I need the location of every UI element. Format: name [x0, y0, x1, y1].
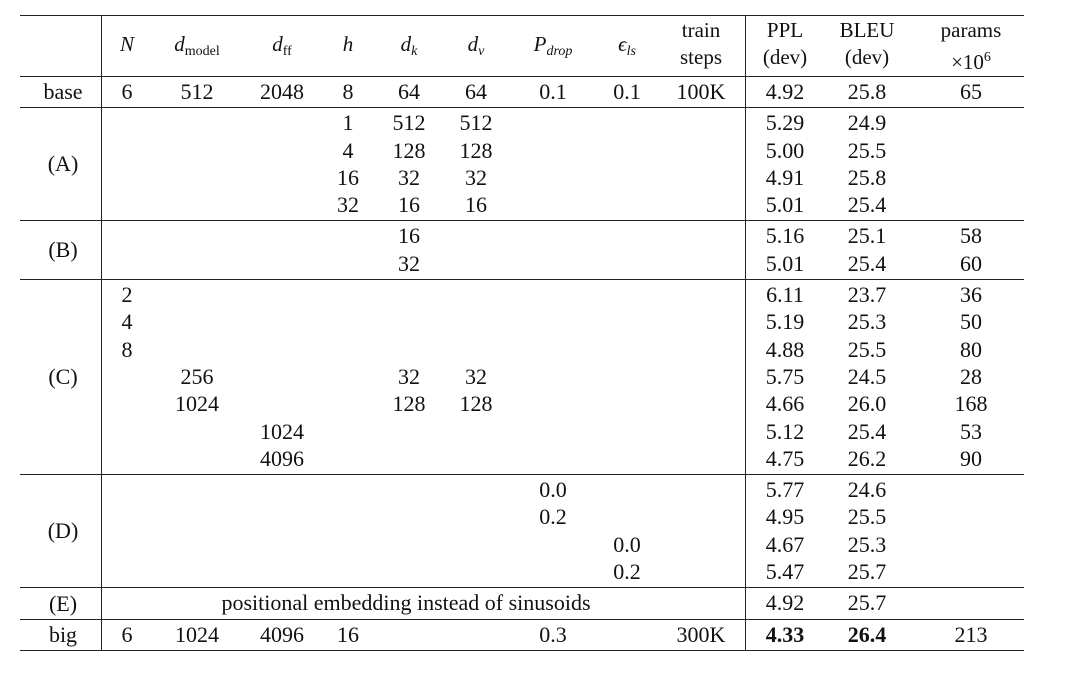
cell-ppl: 4.88	[765, 336, 805, 362]
cell-ppl: 5.75	[765, 363, 805, 389]
cell-ppl: 5.19	[765, 309, 805, 335]
cell-pdrop: 0.1	[539, 79, 567, 104]
cell-params: 90	[960, 445, 982, 471]
cell-ppl: 5.00	[765, 137, 805, 163]
cell-dk: 32	[398, 164, 420, 190]
cell-pdrop: 0.2	[539, 504, 567, 530]
group-label: (E)	[48, 590, 78, 616]
cell-dk: 16	[398, 192, 420, 218]
cell-bleu: 24.6	[847, 477, 887, 503]
group-label: big	[48, 621, 78, 647]
header-dv	[468, 31, 485, 65]
cell-h: 8	[342, 79, 354, 104]
header-text: PPL	[766, 18, 804, 42]
header-text: (dev)	[762, 45, 808, 69]
header-ppl	[763, 17, 807, 71]
cell-dff: 2048	[260, 79, 304, 104]
cell-ppl: 4.66	[765, 391, 805, 417]
column-divider	[101, 15, 102, 651]
cell-ppl: 5.01	[765, 192, 805, 218]
cell-bleu: 25.3	[847, 309, 887, 335]
header-superscript: 6	[983, 50, 991, 65]
cell-dmodel: 256	[180, 363, 214, 389]
group-label: base	[43, 79, 83, 105]
cell-bleu: 25.5	[847, 504, 887, 530]
cell-dv: 32	[465, 363, 487, 389]
header-line	[840, 44, 895, 71]
cell-bleu: 25.8	[847, 79, 887, 104]
header-pdrop	[534, 31, 573, 65]
cell-N: 4	[121, 309, 133, 335]
cell-dff: 1024	[260, 418, 304, 444]
group-label: (B)	[48, 237, 78, 263]
cell-bleu: 23.7	[847, 282, 887, 308]
header-text: steps	[680, 45, 722, 69]
results-table	[20, 15, 1024, 651]
header-dmodel	[174, 31, 220, 65]
cell-dff: 4096	[260, 445, 304, 471]
cell-bleu: 25.5	[847, 137, 887, 163]
cell-dv: 32	[465, 164, 487, 190]
table-group	[20, 76, 1024, 107]
header-line	[941, 17, 1002, 44]
cell-els: 0.2	[613, 559, 641, 585]
cell-ppl: 4.67	[765, 531, 805, 557]
table-group	[20, 474, 1024, 587]
cell-ppl: 4.92	[765, 79, 805, 104]
cell-h: 16	[337, 621, 359, 647]
header-bleu	[840, 17, 895, 71]
header-symbol: d	[272, 32, 283, 56]
cell-dmodel: 1024	[175, 391, 219, 417]
cell-pdrop: 0.3	[539, 621, 567, 647]
cell-dk: 512	[392, 110, 426, 136]
header-subscript: ls	[626, 44, 636, 59]
cell-params: 80	[960, 336, 982, 362]
header-text: train	[681, 18, 721, 42]
cell-N: 6	[121, 621, 133, 647]
header-train	[680, 17, 722, 71]
cell-bleu: 24.5	[847, 363, 887, 389]
header-symbol: d	[174, 32, 185, 56]
table-group	[20, 619, 1024, 650]
cell-h: 1	[342, 110, 354, 136]
cell-dff: 4096	[260, 621, 304, 647]
cell-params: 213	[954, 621, 988, 647]
column-divider	[745, 15, 746, 651]
table-group	[20, 587, 1024, 618]
cell-ppl: 5.47	[765, 559, 805, 585]
header-symbol: h	[342, 32, 354, 56]
cell-dk: 32	[398, 363, 420, 389]
header-symbol: d	[467, 32, 479, 56]
cell-params: 36	[960, 282, 982, 308]
header-h	[343, 31, 354, 58]
cell-bleu: 24.9	[847, 110, 887, 136]
cell-ppl: 4.33	[765, 621, 805, 647]
cell-bleu: 25.4	[847, 418, 887, 444]
header-symbol: P	[533, 32, 547, 56]
header-text: (dev)	[844, 45, 890, 69]
cell-dv: 128	[459, 391, 493, 417]
group-label: (A)	[47, 151, 79, 177]
cell-bleu: 25.5	[847, 336, 887, 362]
table-group	[20, 279, 1024, 474]
cell-bleu: 25.1	[847, 223, 887, 249]
cell-N: 6	[121, 79, 133, 104]
header-params	[941, 17, 1002, 76]
header-subscript: k	[411, 44, 418, 59]
cell-N: 8	[121, 336, 133, 362]
cell-params: 58	[960, 223, 982, 249]
cell-ppl: 5.01	[765, 250, 805, 276]
header-line	[840, 17, 895, 44]
cell-bleu: 25.8	[847, 164, 887, 190]
table-group	[20, 220, 1024, 279]
cell-ppl: 4.75	[765, 445, 805, 471]
cell-dmodel: 512	[180, 79, 214, 104]
header-line	[763, 44, 807, 71]
cell-dv: 16	[465, 192, 487, 218]
header-line	[763, 17, 807, 44]
header-symbol: ϵ	[618, 32, 627, 56]
cell-train: 300K	[676, 621, 726, 647]
header-line	[680, 44, 722, 71]
cell-params: 53	[960, 418, 982, 444]
cell-dk: 16	[398, 223, 420, 249]
cell-N: 2	[121, 282, 133, 308]
cell-bleu: 25.3	[847, 531, 887, 557]
cell-params: 60	[960, 250, 982, 276]
cell-bleu: 26.0	[847, 391, 887, 417]
cell-dk: 64	[398, 79, 420, 104]
header-dff	[272, 31, 292, 65]
header-text: BLEU	[839, 18, 895, 42]
cell-bleu: 25.7	[847, 590, 887, 616]
cell-dv: 128	[459, 137, 493, 163]
group-label: (D)	[47, 518, 79, 544]
cell-els: 0.1	[613, 79, 641, 104]
table-rule	[20, 650, 1024, 651]
cell-dv: 64	[465, 79, 487, 104]
cell-bleu: 26.4	[847, 621, 887, 647]
cell-ppl: 6.11	[766, 282, 804, 308]
cell-h: 16	[337, 164, 359, 190]
header-line	[680, 17, 722, 44]
cell-dk: 32	[398, 250, 420, 276]
cell-params: 28	[960, 363, 982, 389]
header-line	[941, 44, 1002, 76]
header-text: ×10	[951, 50, 984, 74]
cell-bleu: 25.4	[847, 250, 887, 276]
cell-dk: 128	[392, 391, 426, 417]
cell-dk: 128	[392, 137, 426, 163]
header-subscript: v	[478, 44, 485, 59]
header-symbol: d	[400, 32, 412, 56]
cell-ppl: 5.29	[765, 110, 805, 136]
cell-ppl: 4.92	[765, 590, 805, 616]
header-els	[618, 31, 636, 65]
group-label: (C)	[48, 364, 78, 390]
header-N	[120, 31, 134, 58]
header-dk	[401, 31, 418, 65]
cell-ppl: 5.12	[765, 418, 805, 444]
cell-train: 100K	[676, 79, 726, 104]
span-note: positional embedding instead of sinusoids	[221, 590, 591, 616]
header-symbol: N	[119, 32, 135, 56]
cell-params: 65	[960, 79, 982, 104]
cell-params: 50	[960, 309, 982, 335]
cell-h: 32	[337, 192, 359, 218]
header-text: params	[940, 18, 1002, 42]
cell-ppl: 4.91	[765, 164, 805, 190]
cell-els: 0.0	[613, 531, 641, 557]
cell-params: 168	[954, 391, 988, 417]
cell-bleu: 26.2	[847, 445, 887, 471]
cell-dv: 512	[459, 110, 493, 136]
cell-h: 4	[342, 137, 354, 163]
cell-dmodel: 1024	[175, 621, 219, 647]
header-subscript: ff	[282, 44, 292, 59]
cell-bleu: 25.4	[847, 192, 887, 218]
table-group	[20, 107, 1024, 220]
table-header	[20, 15, 1024, 76]
cell-pdrop: 0.0	[539, 477, 567, 503]
cell-ppl: 5.16	[765, 223, 805, 249]
header-subscript: drop	[546, 44, 573, 59]
cell-ppl: 4.95	[765, 504, 805, 530]
cell-ppl: 5.77	[765, 477, 805, 503]
header-subscript: model	[184, 44, 220, 59]
cell-bleu: 25.7	[847, 559, 887, 585]
